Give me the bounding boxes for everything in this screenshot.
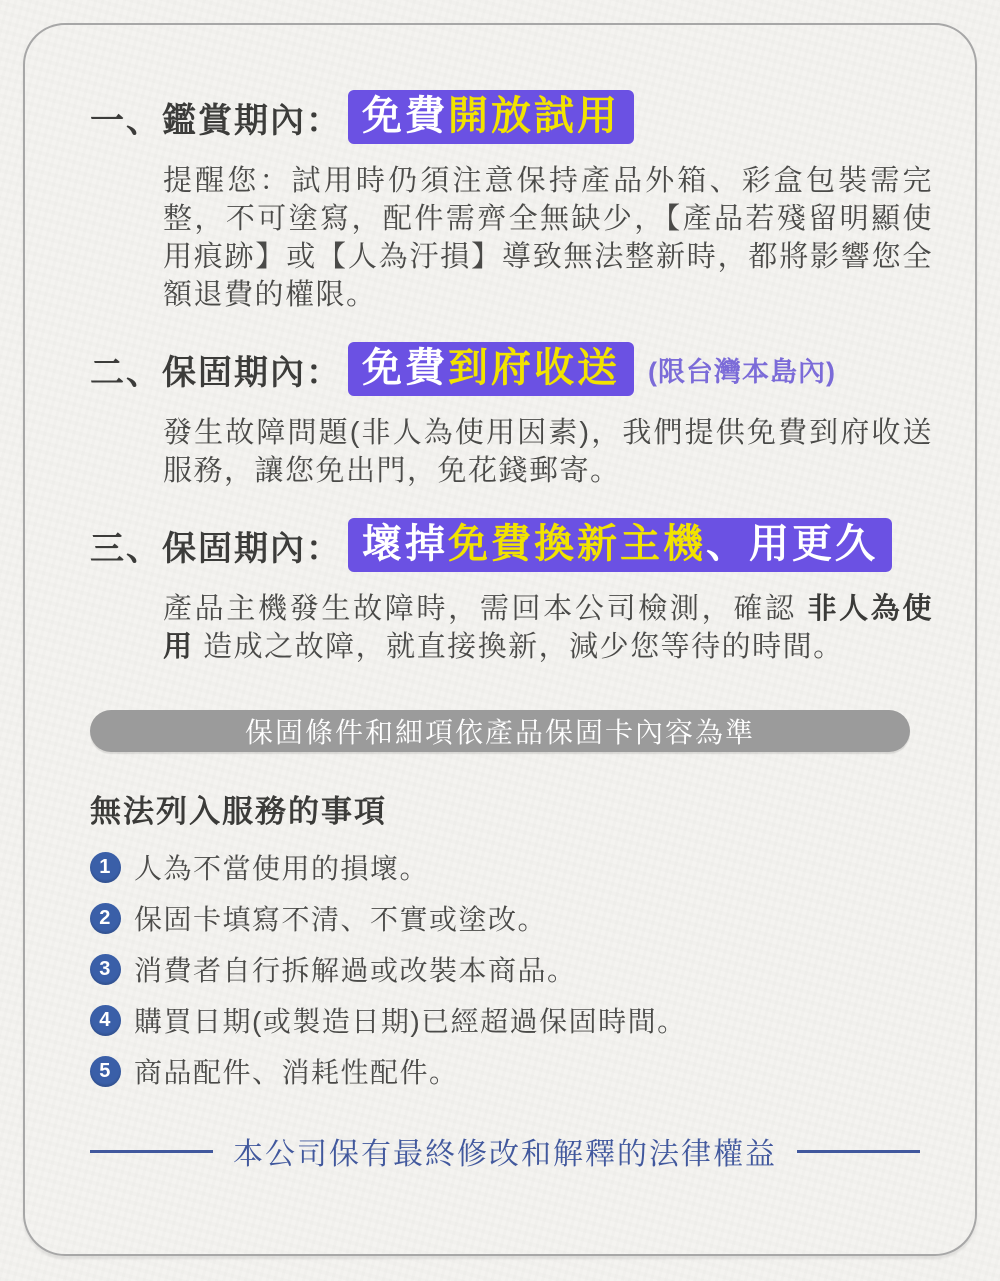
section-1-body: 提醒您：試用時仍須注意保持產品外箱、彩盒包裝需完整，不可塗寫，配件需齊全無缺少，【產品若殘留明顯使用痕跡】或【人為汙損】導致無法整新時，都將影響您全額退費的權限。 [163,165,933,311]
section-2-heading [90,342,935,396]
section-1-title: 一、鑑賞期內： [90,101,342,140]
exclusion-item-text: 商品配件、消耗性配件。 [134,1057,459,1088]
section-1-heading [90,90,935,144]
footer-text: 本公司保有最終修改和解釋的法律權益 [233,1138,777,1171]
section-2-title: 二、保固期內： [90,353,342,392]
item-number-badge: 2 [90,903,121,934]
exclusion-item [90,1000,935,1040]
dash-line-left [90,1150,213,1153]
exclusion-item-text: 人為不當使用的損壞。 [134,853,430,884]
exclusion-list [90,847,935,1091]
section-1-highlight-box: 免費開放試用 [348,90,634,144]
item-number-badge: 5 [90,1056,121,1087]
section-2-body: 發生故障問題(非人為使用因素)，我們提供免費到府收送服務，讓您免出門，免花錢郵寄。 [163,417,933,487]
item-number-badge: 1 [90,852,121,883]
exclusion-item-text: 消費者自行拆解過或改裝本商品。 [134,955,577,986]
section-2-suffix: (限台灣本島內) [648,356,836,387]
item-number-badge: 4 [90,1005,121,1036]
exclusion-item [90,898,935,938]
warranty-note-banner: 保固條件和細項依產品保固卡內容為準 [90,710,910,752]
exclusion-item-text: 購買日期(或製造日期)已經超過保固時間。 [134,1006,687,1037]
exclusions-title: 無法列入服務的事項 [90,794,387,829]
exclusion-item [90,1051,935,1091]
section-3-heading [90,518,935,572]
section-3-body: 產品主機發生故障時，需回本公司檢測，確認 非人為使用 造成之故障，就直接換新，減少您等待的時間。 [163,593,933,663]
exclusion-item-text: 保固卡填寫不清、不實或塗改。 [134,904,548,935]
dash-line-right [797,1150,920,1153]
item-number-badge: 3 [90,954,121,985]
exclusion-item [90,847,935,887]
exclusion-item [90,949,935,989]
warranty-policy-card [90,90,935,1173]
footer-note [90,1129,920,1173]
section-3-highlight-box: 壞掉免費換新主機、用更久 [348,518,892,572]
section-3-title: 三、保固期內： [90,529,342,568]
section-2-highlight-box: 免費到府收送 [348,342,634,396]
